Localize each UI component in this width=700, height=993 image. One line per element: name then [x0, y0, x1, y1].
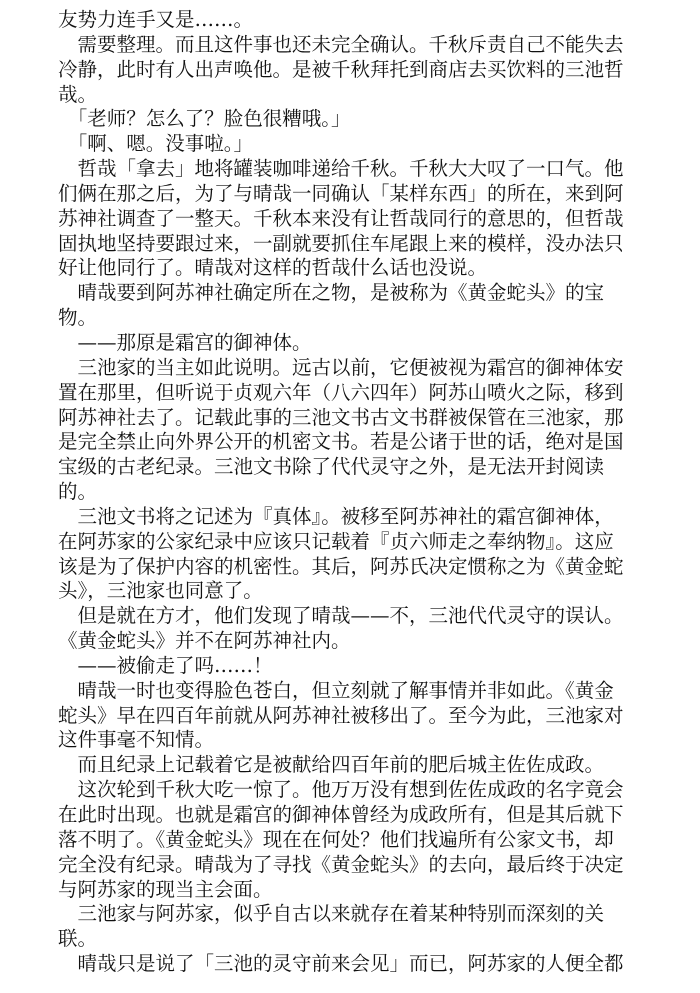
text-line: 哲哉「拿去」地将罐装咖啡递给千秋。千秋大大叹了一口气。他 [58, 157, 624, 181]
text-line: 需要整理。而且这件事也还未完全确认。千秋斥责自己不能失去 [58, 32, 624, 56]
text-line: 物。 [58, 306, 98, 330]
text-line: 但是就在方才，他们发现了晴哉——不，三池代代灵守的误认。 [58, 604, 624, 628]
text-line: 苏神社调查了一整天。千秋本来没有让哲哉同行的意思的，但哲哉 [58, 206, 624, 230]
text-line: 好让他同行了。晴哉对这样的哲哉什么话也没说。 [58, 256, 488, 280]
text-line: 冷静，此时有人出声唤他。是被千秋拜托到商店去买饮料的三池哲 [58, 57, 624, 81]
text-line: 这次轮到千秋大吃一惊了。他万万没有想到佐佐成政的名字竟会 [58, 778, 624, 802]
text-line: 们俩在那之后，为了与晴哉一同确认「某样东西」的所在，来到阿 [58, 181, 624, 205]
text-line: ——那原是霜宫的御神体。 [58, 330, 312, 354]
text-line: 是完全禁止向外界公开的机密文书。若是公诸于世的话，绝对是国 [58, 430, 624, 454]
text-line: 三池文书将之记述为『真体』。被移至阿苏神社的霜宫御神体， [58, 504, 614, 528]
text-line: 在此时出现。也就是霜宫的御神体曾经为成政所有，但是其后就下 [58, 803, 624, 826]
text-line: 的。 [58, 480, 98, 504]
document-page [58, 8, 694, 977]
text-line: 联。 [58, 927, 98, 951]
text-line: 完全没有纪录。晴哉为了寻找《黄金蛇头》的去向，最后终于决定 [58, 852, 624, 876]
text-line: 晴哉一时也变得脸色苍白，但立刻就了解事情并非如此。《黄金 [58, 678, 614, 702]
text-line: 在阿苏家的公家纪录中应该只记载着『贞六师走之奉纳物』。这应 [58, 529, 614, 553]
text-line: 落不明了。《黄金蛇头》现在在何处？他们找遍所有公家文书，却 [58, 827, 614, 851]
text-line: ——被偷走了吗……！ [58, 653, 273, 677]
text-line: 晴哉只是说了「三池的灵守前来会见」而已，阿苏家的人便全都 [58, 952, 624, 976]
text-line: 蛇头》早在四百年前就从阿苏神社被移出了。至今为此，三池家对 [58, 703, 624, 727]
text-line: 固执地坚持要跟过来，一副就要抓住车尾跟上来的模样，没办法只 [58, 231, 624, 255]
text-line: 晴哉要到阿苏神社确定所在之物，是被称为《黄金蛇头》的宝 [58, 281, 605, 305]
text-line: 《黄金蛇头》并不在阿苏神社内。 [58, 629, 351, 653]
text-line: 哉。 [58, 82, 98, 106]
text-line: 宝级的古老纪录。三池文书除了代代灵守之外，是无法开封阅读 [58, 455, 605, 479]
text-line: 头》，三池家也同意了。 [58, 579, 263, 603]
text-line: 三池家与阿苏家，似乎自古以来就存在着某种特别而深刻的关 [58, 902, 605, 926]
text-line: 与阿苏家的现当主会面。 [58, 877, 273, 901]
text-line: 「啊、嗯。没事啦。」 [58, 132, 254, 156]
text-line: 友势力连手又是……。 [58, 8, 254, 31]
text-line: 三池家的当主如此说明。远古以前，它便被视为霜宫的御神体安 [58, 355, 624, 379]
text-line: 而且纪录上记载着它是被献给四百年前的肥后城主佐佐成政。 [58, 753, 605, 777]
text-line: 阿苏神社去了。记载此事的三池文书古文书群被保管在三池家，那 [58, 405, 624, 429]
text-line: 置在那里，但听说于贞观六年（八六四年）阿苏山喷火之际，移到 [58, 380, 624, 404]
text-line: 该是为了保护内容的机密性。其后，阿苏氏决定惯称之为《黄金蛇 [58, 554, 624, 578]
text-line: 「老师？怎么了？脸色很糟哦。」 [58, 107, 351, 131]
text-line: 这件事毫不知情。 [58, 728, 215, 752]
